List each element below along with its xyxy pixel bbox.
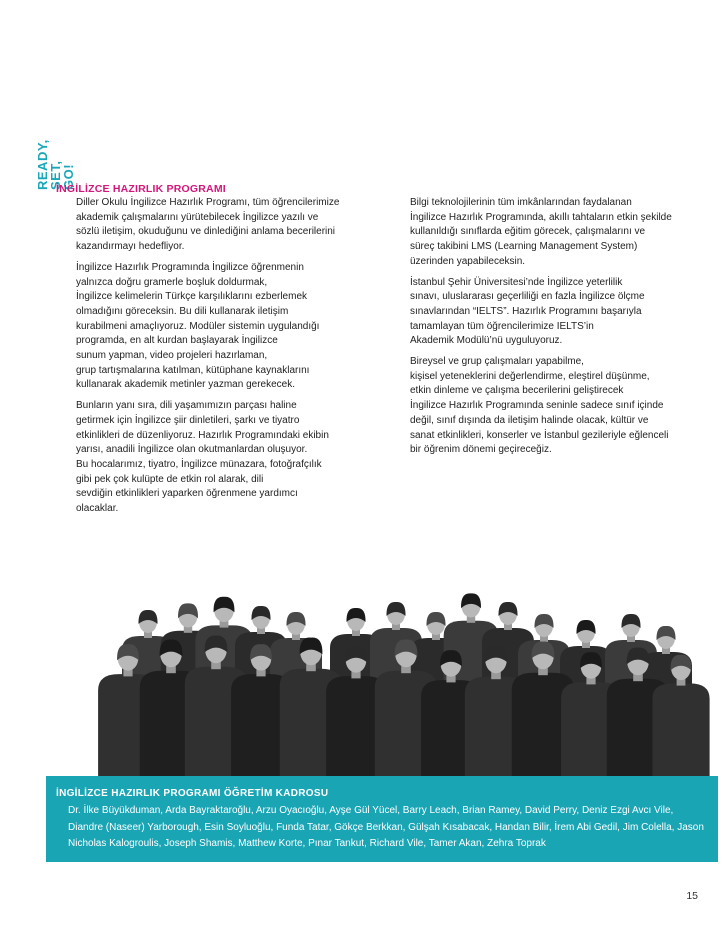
staff-names: Dr. İlke Büyükduman, Arda Bayraktaroğlu, Arzu Oyacıoğlu, Ayşe Gül Yücel, Barry Leach, Brian Ramey, David Perry, Deniz Ezgi Avcı Vile, Diandre (Naseer) Yarborough, Esin Soyluoğlu, Funda Tatar, Gökçe Berkkan, Gülşah Kısabacak, Handan Bilir, İrem Abi Gedil, Jim Colella, Jason Nicholas Kalogroulis, Joseph Shamis, Matthew Korte, Pınar Tankut, Richard Vile, Tamer Akan, Zehra Toprak <box>68 805 704 849</box>
staff-box <box>46 776 718 862</box>
left-paragraph-2: İngilizce Hazırlık Programında İngilizce öğrenmenin yalnızca doğru gramerle boşluk doldurmak, İngilizce kelimelerin Türkçe karşılıklarını ezberlemek olmadığını göreceksin. Bu dili kullanarak iletişim kurabilmeni amaçlıyoruz. Modüler sistemin uygulandığı programda, en alt kurdan başlayarak İngilizce sunum yapman, video projeleri hazırlaman, grup tartışmalarına katılman, kütüphane kaynaklarını kullanarak akademik metinler yazman gerekecek. <box>76 261 320 391</box>
staff-group-photo <box>56 580 718 776</box>
left-paragraph-3: Bunların yanı sıra, dili yaşamımızın parçası haline getirmek için İngilizce şiir dinletileri, şarkı ve tiyatro etkinlikleri de düzenliyoruz. Hazırlık Programındaki ekibin yarısı, anadili İngilizce olan okutmanlardan oluşuyor. Bu hocalarımız, tiyatro, İngilizce münazara, fotoğrafçılık gibi pek çok kulüpte de etkin rol alarak, dili sevdiğin etkinlikleri yaparken öğrenmene yardımcı olacaklar. <box>76 400 329 515</box>
left-paragraph-1: Diller Okulu İngilizce Hazırlık Programı, tüm öğrencilerimize akademik çalışmalarını yürütebilecek İngilizce yazılı ve sözlü iletişim, okuduğunu ve dinlediğini anlama becerilerini kazandırmayı hedefliyor. <box>76 197 340 253</box>
tag-line-ready: READY, <box>35 139 50 190</box>
right-text-column <box>410 196 710 464</box>
right-paragraph-1: Bilgi teknolojilerinin tüm imkânlarından faydalanan İngilizce Hazırlık Programında, akıllı tahtaların etkin şekilde kullanıldığı sınıflarda eğitim görecek, çalışmalarını ve süreç takibini LMS (Learning Management System) üzerinden yapabileceksin. <box>410 197 672 267</box>
group-photo-illustration <box>56 580 718 776</box>
tag-line-go: GO! <box>61 163 76 190</box>
page-number: 15 <box>686 890 698 902</box>
section-title: İNGİLİZCE HAZIRLIK PROGRAMI <box>56 183 226 195</box>
staff-title: İNGİLİZCE HAZIRLIK PROGRAMI ÖĞRETİM KADROSU <box>56 788 329 799</box>
tag-line-set: SET, <box>48 160 63 190</box>
left-text-column <box>76 196 376 523</box>
right-paragraph-2: İstanbul Şehir Üniversitesi’nde İngilizce yeterlilik sınavı, uluslararası geçerliliği en fazla İngilizce ölçme sınavlarından “IELTS”. Hazırlık Programını başarıyla tamamlayan tüm öğrencilerimize IELTS’in Akademik Modülü’nü uyguluyoruz. <box>410 276 645 347</box>
right-paragraph-3: Bireysel ve grup çalışmaları yapabilme, kişisel yeteneklerini değerlendirme, eleştirel düşünme, etkin dinleme ve çalışma becerilerini geliştirecek İngilizce Hazırlık Programında seninle sadece sınıf içinde değil, sınıf dışında da iletişim halinde olacak, kültür ve sanat etkinlikleri, konserler ve İstanbul gezileriyle eğlenceli bir öğrenim dönemi geçireceğiz. <box>410 356 669 456</box>
